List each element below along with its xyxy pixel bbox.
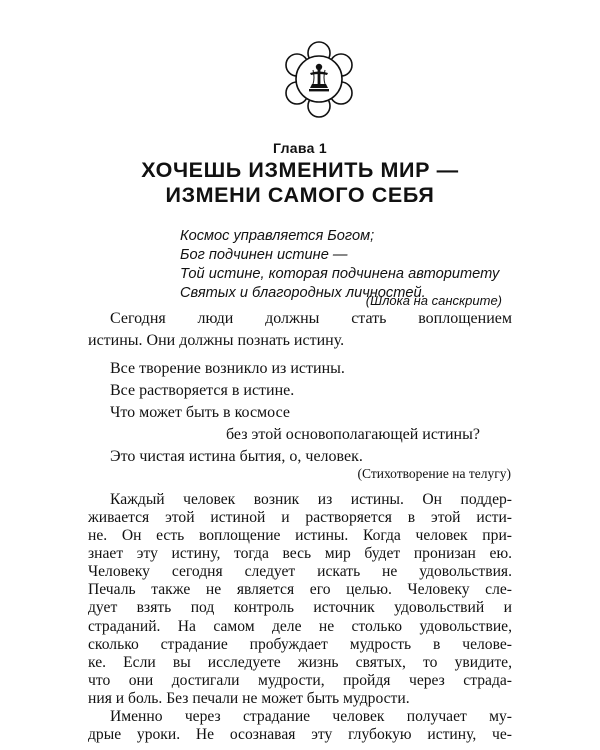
text-line: что они достигали мудрости, пройдя через страда- [88,672,512,689]
poem-source: (Стихотворение на телугу) [357,466,511,481]
text-line: Именно через страдание человек получает му- [110,708,512,725]
text-line: Каждый человек возник из истины. Он поддер- [110,491,512,508]
text-line: знает эту истину, тогда весь мир будет пронизан ею. [88,545,512,562]
poem-line: без этой основополагающей истины? [226,426,480,443]
text-line: дует взять под контроль источник удовольствий и [88,599,512,616]
epigraph-line: Святых и благородных личностей. [180,285,426,301]
poem-line: Все творение возникло из истины. [110,360,345,377]
chapter-label: Глава 1 [273,140,327,156]
epigraph-line: Бог подчинен истине — [180,247,348,263]
chapter-title-line: ХОЧЕШЬ ИЗМЕНИТЬ МИР — [141,158,459,182]
text-line: страданий. На самом деле не столько удовольствие, [88,618,512,635]
epigraph-line: Той истине, которая подчинена авторитету [180,266,500,282]
text-line: дрые уроки. Не осознавая эту глубокую истину, че- [88,726,512,743]
text-line: Печаль также не является его целью. Человеку сле- [88,581,512,598]
text-line: не. Он есть воплощение истины. Когда человек при- [88,527,512,544]
poem-line: Это чистая истина бытия, о, человек. [110,448,363,465]
text-line: Человеку сегодня следует искать не удовольствия. [88,563,512,580]
text-line: истины. Они должны познать истину. [88,332,345,349]
lotus-emblem-icon [279,40,359,120]
poem-line: Что может быть в космосе [110,404,290,421]
chapter-title-line: ИЗМЕНИ САМОГО СЕБЯ [165,183,435,207]
epigraph-line: Космос управляется Богом; [180,228,375,244]
text-line: ке. Если вы исследуете жизнь святых, то увидите, [88,654,512,671]
text-line: ния и боль. Без печали не может быть мудрости. [88,690,410,707]
epigraph-source: (Шлока на санскрите) [365,293,502,308]
text-line: живается этой истиной и растворяется в этой исти- [88,509,512,526]
text-line: сколько страдание пробуждает мудрость в челове- [88,636,512,653]
text-line: Сегодня люди должны стать воплощением [110,310,512,327]
poem-line: Все растворяется в истине. [110,382,295,399]
